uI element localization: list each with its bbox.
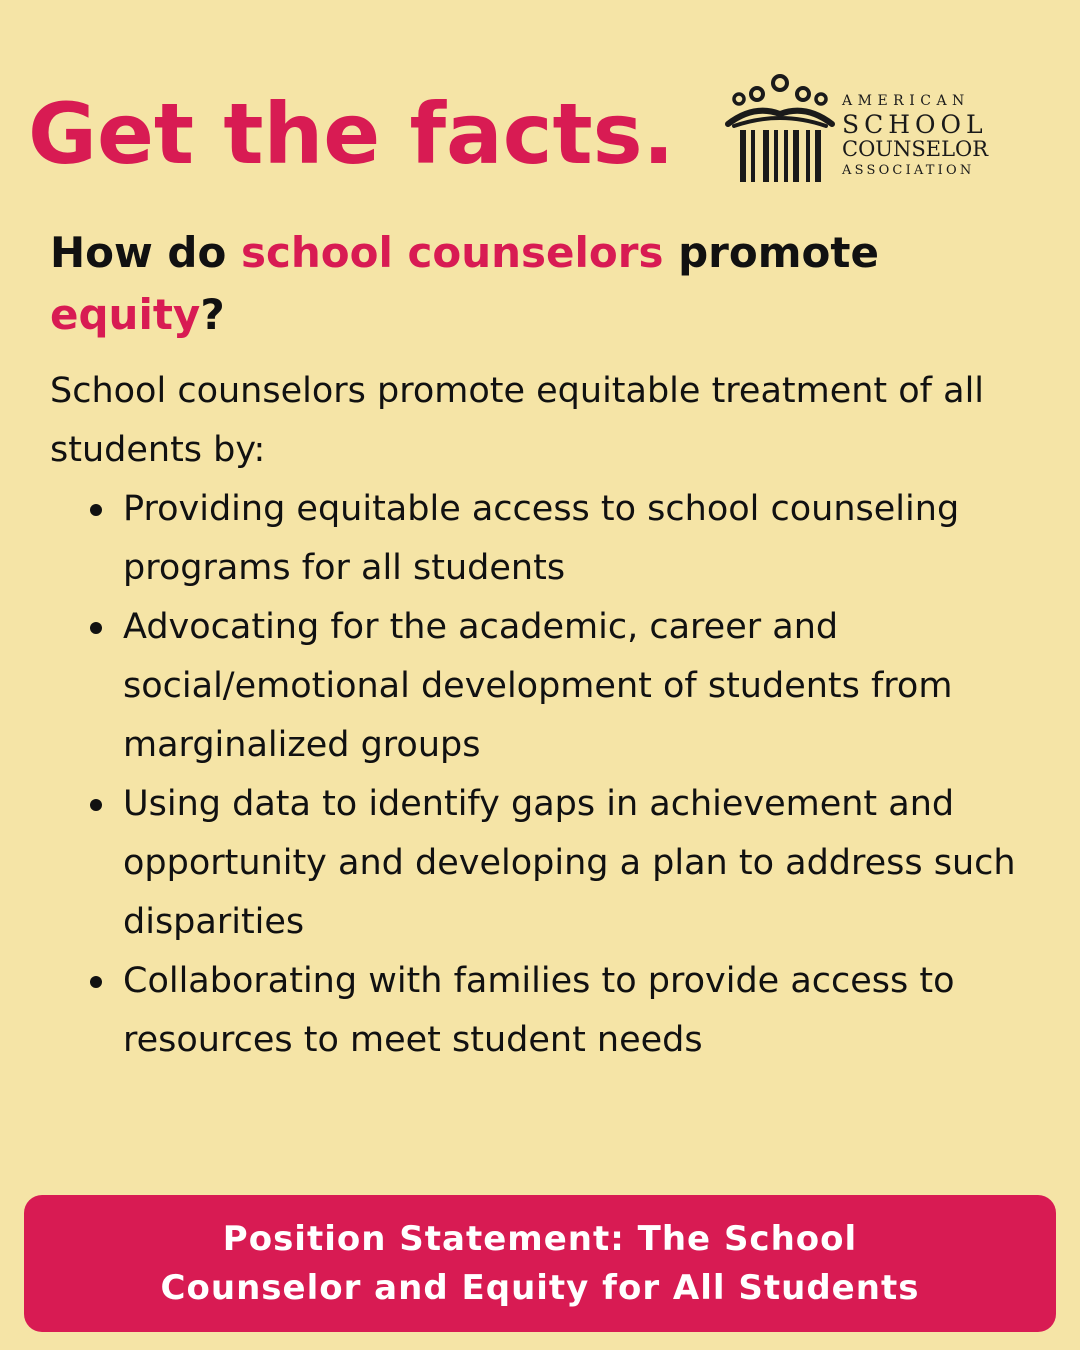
list-item	[50, 598, 1030, 775]
logo-line-association: ASSOCIATION	[842, 163, 975, 178]
question-accent-equity: equity	[50, 290, 201, 339]
bullet-dot-icon	[90, 799, 102, 811]
list-item	[50, 775, 1030, 952]
question-part3: ?	[200, 290, 225, 339]
list-item-text: Collaborating with families to provide access to resources to meet student needs	[123, 961, 955, 1060]
list-item-text: Advocating for the academic, career and social/emotional development of students from marginalized groups	[123, 607, 953, 765]
list-item	[50, 952, 1030, 1070]
question-heading	[50, 222, 1030, 346]
footer-line2: Counselor and Equity for All Students	[160, 1267, 920, 1308]
list-item	[50, 480, 1030, 598]
list-item-text: Using data to identify gaps in achievement and opportunity and developing a plan to address such disparities	[123, 784, 1016, 942]
list-item-text: Providing equitable access to school counseling programs for all students	[123, 489, 960, 588]
logo-line-school: SCHOOL	[842, 110, 988, 139]
asca-logo	[724, 74, 1024, 186]
logo-line-counselor: COUNSELOR	[842, 137, 989, 161]
question-part2: promote	[663, 228, 879, 277]
bullet-dot-icon	[90, 976, 102, 988]
position-statement-banner[interactable]	[24, 1195, 1056, 1332]
question-accent-school-counselors: school counselors	[240, 228, 664, 277]
bullet-dot-icon	[90, 622, 102, 634]
position-statement-title	[161, 1215, 920, 1313]
people-columns-logo-icon	[724, 74, 836, 186]
headline: Get the facts.	[28, 85, 675, 183]
logo-line-american: AMERICAN	[842, 93, 970, 109]
footer-line1: Position Statement: The School	[222, 1218, 858, 1259]
question-part1: How do	[50, 228, 241, 277]
bullet-dot-icon	[90, 504, 102, 516]
logo-wordmark	[842, 94, 988, 177]
bullet-list	[50, 480, 1030, 1070]
intro-text: School counselors promote equitable treatment of all students by:	[50, 371, 985, 470]
